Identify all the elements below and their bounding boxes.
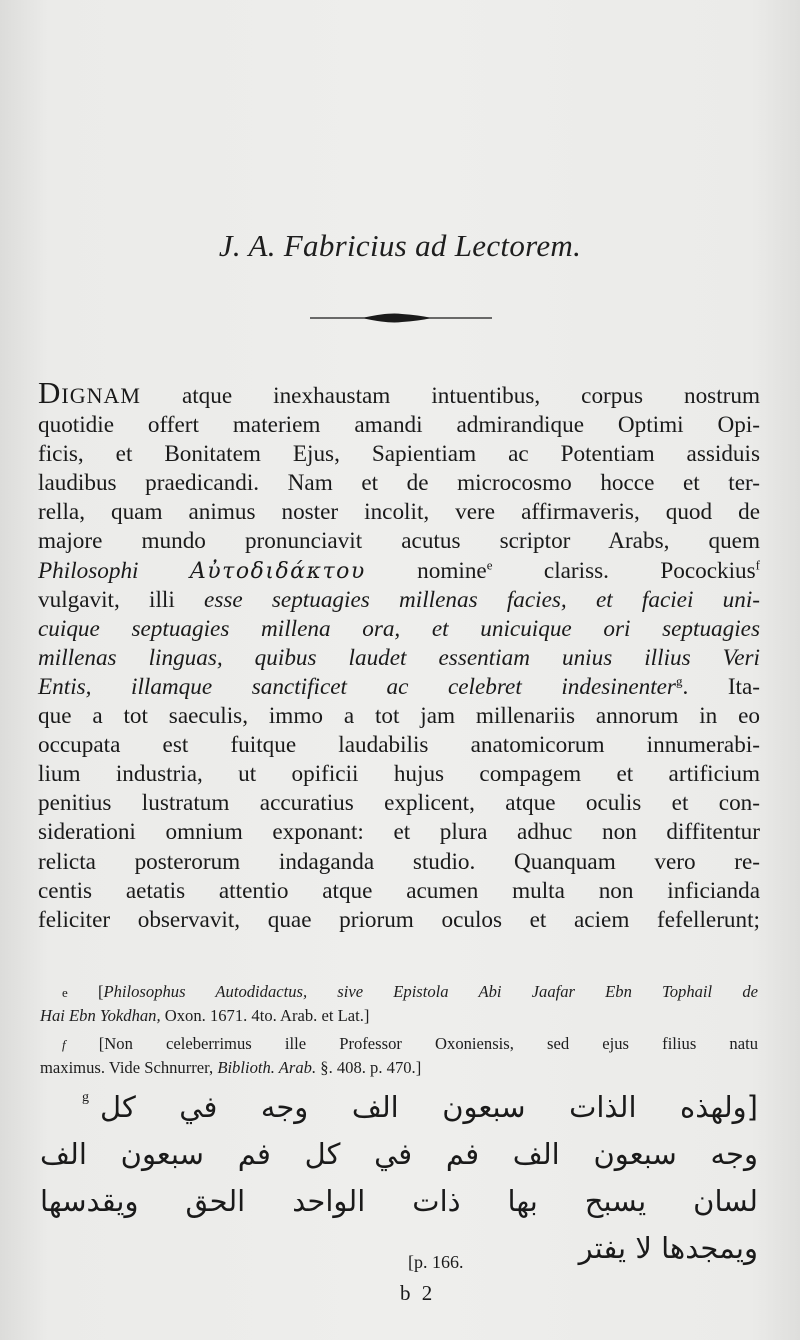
arabic-quotation xyxy=(40,1084,758,1272)
footnote-line xyxy=(40,1056,758,1079)
footnote-line xyxy=(40,980,758,1004)
footnote-italic: Biblioth. Arab. xyxy=(217,1058,317,1077)
footnote-text: [ xyxy=(67,982,104,1001)
body-text-span: vulgavit, illi xyxy=(38,586,205,613)
body-text-span: clariss. Pocockius xyxy=(492,557,756,584)
drop-cap-word: Dignam xyxy=(38,375,141,410)
body-line xyxy=(38,375,760,411)
italic-span: Philosophi xyxy=(38,557,139,584)
italic-span: esse septuagies millenas facies, et faciei uni- xyxy=(204,586,760,613)
body-line: millenas linguas, quibus laudet essentiam unius illius Veri xyxy=(38,644,760,671)
footnote-italic: Hai Ebn Yokdhan, xyxy=(40,1006,161,1025)
body-line xyxy=(38,557,760,586)
body-line: cuique septuagies millena ora, et unicuique ori septuagies xyxy=(38,615,760,642)
footnote-italic: Philosophus Autodidactus, sive Epistola Abi Jaafar Ebn Tophail de xyxy=(103,982,758,1001)
footnote-text: [Non celeberrimus ille Professor Oxoniensis, sed ejus filius natu xyxy=(65,1034,758,1053)
footnote-ref-f: f xyxy=(755,556,760,572)
arabic-line: لسان يسبح بها ذات الواحد الحق ويقدسها xyxy=(40,1184,758,1218)
signature-mark: b 2 xyxy=(400,1281,436,1305)
body-text-span: . Ita- xyxy=(682,673,760,700)
footnote-text: §. 408. p. 470.] xyxy=(316,1058,422,1077)
footnote-ref-g: g xyxy=(675,673,683,689)
footnote-line xyxy=(40,1032,758,1056)
italic-span: Entis, illamque sanctificet ac celebret indesinenter xyxy=(38,673,676,700)
body-line: rella, quam animus noster incolit, vere affirmaveris, quod de xyxy=(38,499,760,526)
body-line xyxy=(38,586,760,615)
body-line: que a tot saeculis, immo a tot jam millenariis annorum in eo xyxy=(38,703,760,730)
body-line: feliciter observavit, quae priorum oculos et aciem fefellerunt; xyxy=(38,906,760,933)
footnote-e xyxy=(40,980,758,1027)
footnote-mark-f: f xyxy=(62,1037,66,1052)
footnote-ref-e: e xyxy=(486,556,493,572)
body-line: lium industria, ut opificii hujus compagem et artificium xyxy=(38,761,760,788)
body-line: siderationi omnium exponant: et plura adhuc non diffitentur xyxy=(38,819,760,846)
body-text-span: nomine xyxy=(365,557,487,584)
page-reference: [p. 166. xyxy=(408,1252,464,1272)
footnote-text: Oxon. 1671. 4to. Arab. et Lat.] xyxy=(160,1006,370,1025)
body-line: quotidie offert materiem amandi admirandique Optimi Opi- xyxy=(38,412,760,439)
body-line: ficis, et Bonitatem Ejus, Sapientiam ac Potentiam assiduis xyxy=(38,441,760,468)
footnote-mark-g: g xyxy=(82,1090,89,1105)
arabic-line: [ولهذه الذات سبعون الف وجه في كل xyxy=(100,1090,758,1124)
ornament-rule xyxy=(310,310,492,326)
footnote-text: maximus. Vide Schnurrer, xyxy=(40,1058,218,1077)
body-text-span: atque inexhaustam intuentibus, corpus nostrum xyxy=(140,383,760,409)
body-line: occupata est fuitque laudabilis anatomicorum innumerabi- xyxy=(38,732,760,759)
arabic-line: وجه سبعون الف فم في كل فم سبعون الف xyxy=(40,1137,758,1171)
page-heading: J. A. Fabricius ad Lectorem. xyxy=(218,228,582,263)
body-line: relicta posterorum indaganda studio. Quanquam vero re- xyxy=(38,848,760,875)
arabic-line: ويمجدها لا يفتر xyxy=(578,1231,758,1265)
body-line: centis aetatis attentio atque acumen multa non inficianda xyxy=(38,877,760,904)
body-line xyxy=(38,673,760,702)
footnote-line xyxy=(40,1004,758,1027)
body-paragraph xyxy=(38,375,760,935)
greek-word: Αὐτοδιδάκτου xyxy=(189,558,366,584)
footnote-f xyxy=(40,1032,758,1079)
footnote-mark-e: e xyxy=(62,985,68,1000)
body-line: majore mundo pronunciavit acutus scriptor Arabs, quem xyxy=(38,528,760,555)
body-line: laudibus praedicandi. Nam et de microcosmo hocce et ter- xyxy=(38,470,760,497)
body-line: penitius lustratum accuratius explicent, atque oculis et con- xyxy=(38,790,760,817)
